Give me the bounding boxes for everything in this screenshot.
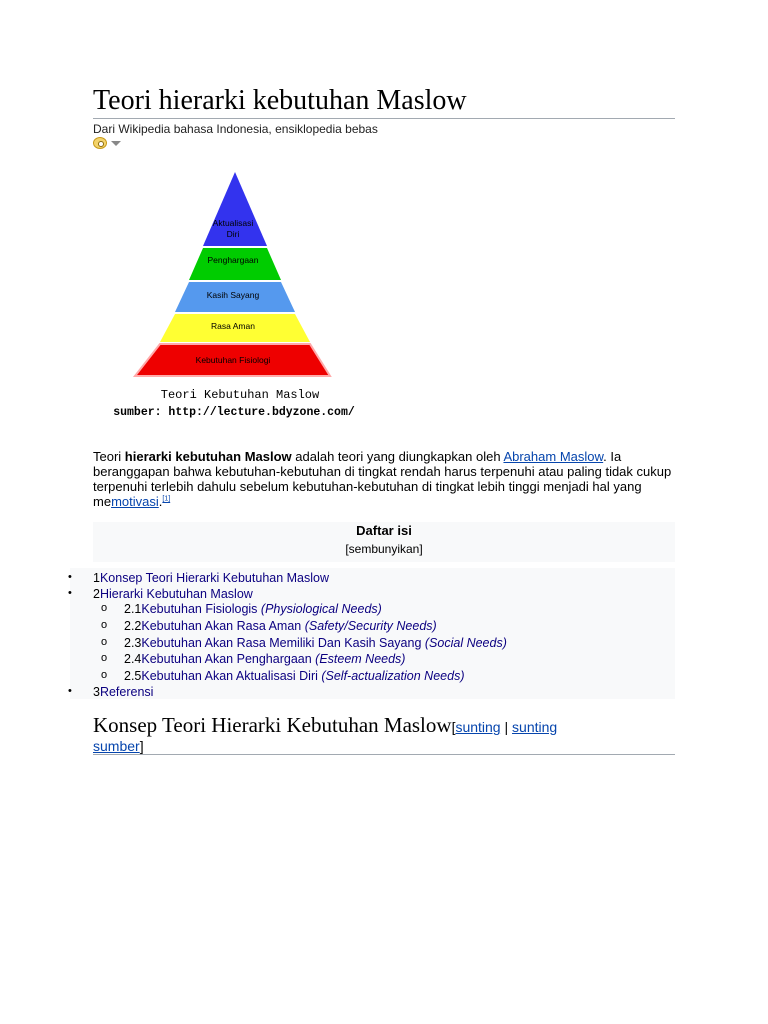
toc-bullet: • bbox=[68, 571, 72, 583]
link-abraham-maslow[interactable]: Abraham Maslow bbox=[503, 449, 604, 464]
toc-item-2-2[interactable] bbox=[124, 619, 437, 633]
listen-control[interactable] bbox=[93, 136, 121, 150]
pyramid-label: Rasa Aman bbox=[211, 321, 255, 331]
toc-link-italic[interactable]: (Esteem Needs) bbox=[315, 652, 406, 666]
toc-num: 2.3 bbox=[124, 636, 142, 650]
section-heading-text: Konsep Teori Hierarki Kebutuhan Maslow bbox=[93, 713, 452, 737]
toc-link-italic[interactable]: (Social Needs) bbox=[424, 636, 507, 650]
toc-link-italic[interactable]: (Physiological Needs) bbox=[260, 602, 382, 616]
toc-item-2-3[interactable] bbox=[124, 636, 507, 650]
toc-item-2-5[interactable] bbox=[124, 669, 464, 683]
page-title: Teori hierarki kebutuhan Maslow bbox=[93, 84, 675, 119]
toc-link[interactable]: Kebutuhan Akan Rasa Memiliki Dan Kasih Sayang bbox=[141, 636, 425, 650]
toc-sub-bullet: o bbox=[101, 669, 108, 681]
section-heading bbox=[93, 713, 675, 755]
toc-bullet: • bbox=[68, 587, 72, 599]
intro-text: . Ia beranggapan bahwa kebutuhan-kebutuhan di tingkat rendah harus terpenuhi atau paling tidak cukup terpenuhi terlebih dahulu sebelum kebutuhan-kebutuhan di tingkat lebih tinggi menjadi hal yang me bbox=[93, 449, 672, 509]
caret-down-icon[interactable] bbox=[111, 141, 121, 146]
toc-link[interactable]: Kebutuhan Akan Penghargaan bbox=[141, 652, 316, 666]
toc-num: 2 bbox=[93, 587, 100, 601]
toc-hide-toggle[interactable]: [sembunyikan] bbox=[345, 542, 423, 556]
edit-source-link[interactable]: sumber bbox=[93, 738, 140, 754]
toc-num: 3 bbox=[93, 685, 100, 699]
toc-sub-bullet: o bbox=[101, 636, 108, 648]
toc-link[interactable]: Referensi bbox=[99, 685, 154, 699]
pyramid-label: Diri bbox=[226, 229, 240, 239]
toc-item-2-4[interactable] bbox=[124, 652, 405, 666]
toc-header bbox=[93, 522, 675, 562]
toc-num: 1 bbox=[93, 571, 100, 585]
page-subtitle: Dari Wikipedia bahasa Indonesia, ensiklopedia bebas bbox=[93, 122, 378, 136]
toc-link[interactable]: Konsep Teori Hierarki Kebutuhan Maslow bbox=[99, 571, 330, 585]
edit-link[interactable]: sunting bbox=[455, 719, 501, 735]
toc-sub-bullet: o bbox=[101, 652, 108, 664]
edit-source-link[interactable]: sunting bbox=[512, 719, 558, 735]
toc-item-1[interactable] bbox=[93, 571, 329, 585]
intro-text: . bbox=[158, 494, 163, 509]
pyramid-label: Penghargaan bbox=[207, 255, 259, 265]
pyramid-label: Kasih Sayang bbox=[206, 290, 260, 300]
toc-num: 2.1 bbox=[124, 602, 142, 616]
intro-bold-term: hierarki kebutuhan Maslow bbox=[124, 449, 292, 464]
bracket-open: [ bbox=[451, 719, 456, 735]
toc-link[interactable]: Kebutuhan Akan Rasa Aman bbox=[141, 619, 305, 633]
toc-link-italic[interactable]: (Self-actualization Needs) bbox=[321, 669, 465, 683]
toc-sub-bullet: o bbox=[101, 602, 108, 614]
maslow-pyramid-image bbox=[100, 170, 370, 425]
toc-bullet: • bbox=[68, 685, 72, 697]
intro-paragraph bbox=[93, 449, 678, 509]
toc-item-2-1[interactable] bbox=[124, 602, 382, 616]
eye-icon[interactable] bbox=[93, 137, 107, 149]
toc-item-3[interactable] bbox=[93, 685, 153, 699]
intro-text: Teori bbox=[93, 449, 125, 464]
toc-num: 2.4 bbox=[124, 652, 142, 666]
toc-sub-bullet: o bbox=[101, 619, 108, 631]
pyramid-label: Aktualisasi bbox=[212, 218, 254, 228]
pyramid-caption: Teori Kebutuhan Maslow bbox=[160, 388, 320, 402]
toc-link[interactable]: Kebutuhan Akan Aktualisasi Diri bbox=[141, 669, 322, 683]
toc-num: 2.2 bbox=[124, 619, 142, 633]
toc-link-italic[interactable]: (Safety/Security Needs) bbox=[304, 619, 437, 633]
reference-link[interactable]: [1] bbox=[162, 495, 171, 503]
pyramid-caption-source: sumber: http://lecture.bdyzone.com/ bbox=[113, 406, 355, 419]
bracket-close: ] bbox=[139, 738, 144, 754]
toc-link[interactable]: Kebutuhan Fisiologis bbox=[141, 602, 261, 616]
pyramid-label: Kebutuhan Fisiologi bbox=[195, 355, 271, 365]
toc-link[interactable]: Hierarki Kebutuhan Maslow bbox=[99, 587, 253, 601]
toc-num: 2.5 bbox=[124, 669, 142, 683]
intro-text: adalah teori yang diungkapkan oleh bbox=[291, 449, 504, 464]
toc-item-2[interactable] bbox=[93, 587, 253, 601]
toc-title: Daftar isi bbox=[356, 523, 412, 538]
edit-separator: | bbox=[500, 719, 513, 735]
link-motivasi[interactable]: motivasi bbox=[111, 494, 159, 509]
